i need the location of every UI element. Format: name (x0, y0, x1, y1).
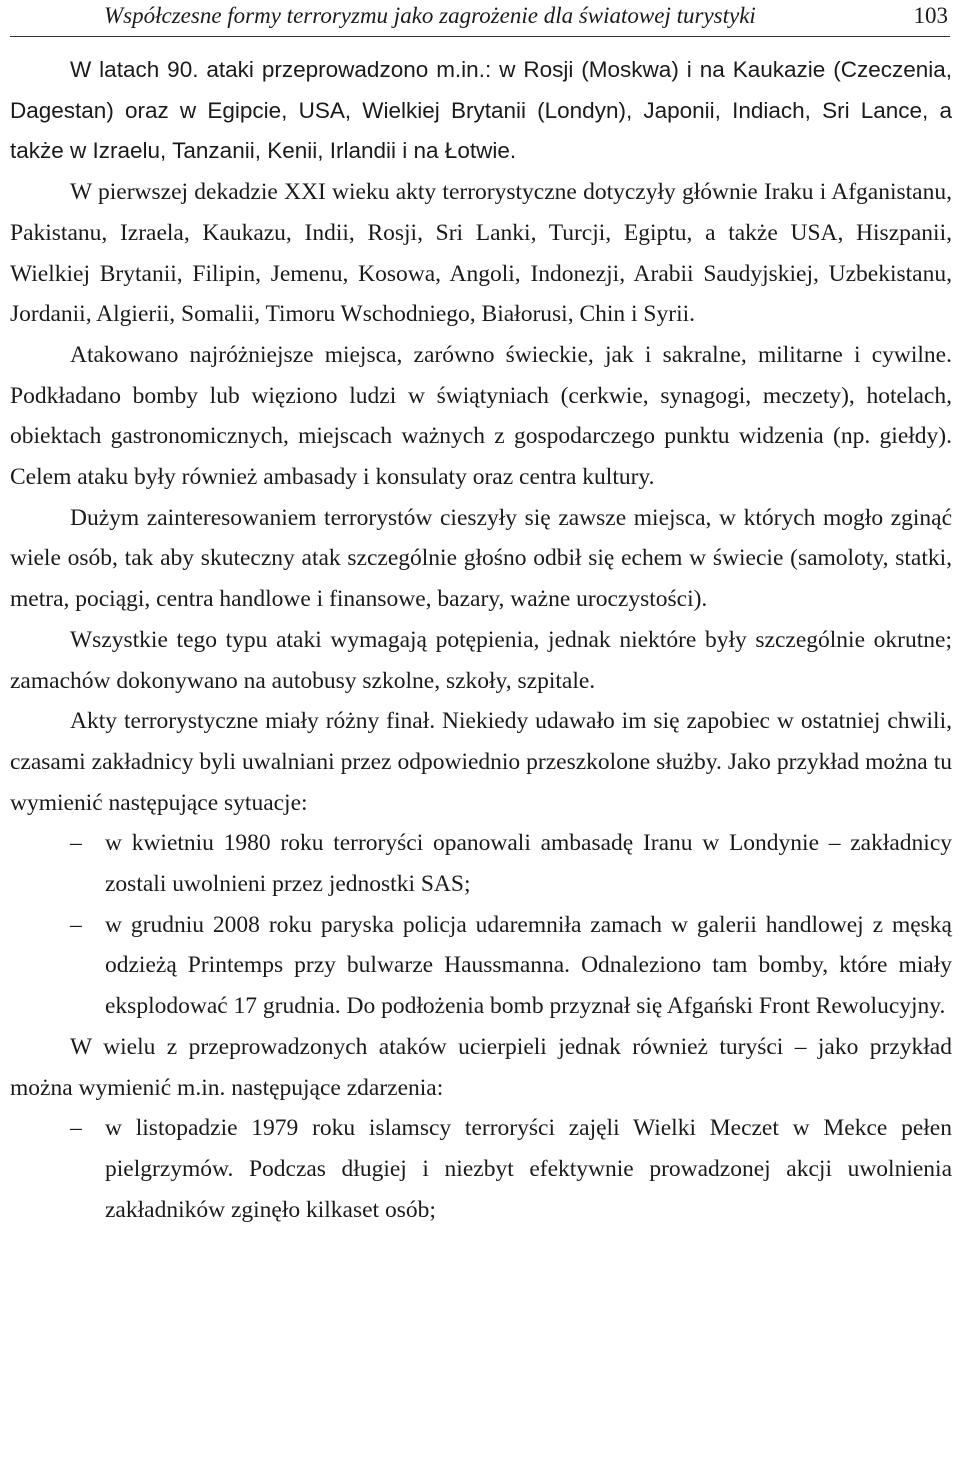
list-item-text: w kwietniu 1980 roku terroryści opanowali ambasadę Iranu w Londynie – zakładnicy zostali uwolnieni przez jednostki SAS; (105, 830, 952, 898)
list-item (10, 905, 952, 1027)
body-text (10, 50, 952, 1230)
running-header-title: Współczesne formy terroryzmu jako zagrożenie dla światowej turystyki (104, 3, 756, 28)
list-item (10, 1108, 952, 1230)
list-item-text: w listopadzie 1979 roku islamscy terroryści zajęli Wielki Meczet w Mekce pełen pielgrzymów. Podczas długiej i niezbyt efektywnie prowadzonej akcji uwolnienia zakładników zginęło kilkaset osób; (105, 1115, 952, 1223)
header-rule (10, 36, 950, 37)
examples-list-rescues (10, 823, 952, 1027)
page-number: 103 (913, 3, 948, 28)
list-item (10, 823, 952, 904)
paragraph-cruel-attacks: Wszystkie tego typu ataki wymagają potępienia, jednak niektóre były szczególnie okrutne; zamachów dokonywano na autobusy szkolne, szkoły, szpitale. (10, 626, 952, 694)
paragraph-1990s-attacks: W latach 90. ataki przeprowadzono m.in.: w Rosji (Moskwa) i na Kaukazie (Czeczenia, Dagestan) oraz w Egipcie, USA, Wielkiej Brytanii (Londyn), Japonii, Indiach, Sri Lance, a także w Izraelu, Tanzanii, Kenii, Irlandii i na Łotwie. (10, 57, 952, 164)
running-header (0, 0, 960, 38)
examples-list-tourists (10, 1108, 952, 1230)
paragraph-crowded-places: Dużym zainteresowaniem terrorystów cieszyły się zawsze miejsca, w których mogło zginąć wiele osób, tak aby skuteczny atak szczególnie głośno odbił się echem w świecie (samoloty, statki, metra, pociągi, centra handlowe i finansowe, bazary, ważne uroczystości). (10, 504, 952, 613)
dash-bullet: – (70, 830, 82, 857)
paragraph-tourists: W wielu z przeprowadzonych ataków ucierpieli jednak również turyści – jako przykład można wymienić m.in. następujące zdarzenia: (10, 1033, 952, 1101)
paragraph-outcomes: Akty terrorystyczne miały różny finał. Niekiedy udawało im się zapobiec w ostatniej chwili, czasami zakładnicy byli uwalniani przez odpowiednio przeszkolone służby. Jako przykład można tu wymienić następujące sytuacje: (10, 708, 952, 816)
dash-bullet: – (70, 1115, 82, 1142)
list-item-text: w grudniu 2008 roku paryska policja udaremniła zamach w galerii handlowej z męską odzieżą Printemps przy bulwarze Haussmanna. Odnaleziono tam bomby, które miały eksplodować 17 grudnia. Do podłożenia bomb przyznał się Afgański Front Rewolucyjny. (105, 911, 952, 1020)
paragraph-xxi-century: W pierwszej dekadzie XXI wieku akty terrorystyczne dotyczyły głównie Iraku i Afganistanu, Pakistanu, Izraela, Kaukazu, Indii, Rosji, Sri Lanki, Turcji, Egiptu, a także USA, Hiszpanii, Wielkiej Brytanii, Filipin, Jemenu, Kosowa, Angoli, Indonezji, Arabii Saudyjskiej, Uzbekistanu, Jordanii, Algierii, Somalii, Timoru Wschodniego, Białorusi, Chin i Syrii. (10, 179, 952, 328)
paragraph-targets: Atakowano najróżniejsze miejsca, zarówno świeckie, jak i sakralne, militarne i cywilne. Podkładano bomby lub więziono ludzi w świątyniach (cerkwie, synagogi, meczety), hotelach, obiektach gastronomicznych, miejscach ważnych z gospodarczego punktu widzenia (np. giełdy). Celem ataku były również ambasady i konsulaty oraz centra kultury. (10, 341, 952, 491)
dash-bullet: – (70, 911, 82, 938)
